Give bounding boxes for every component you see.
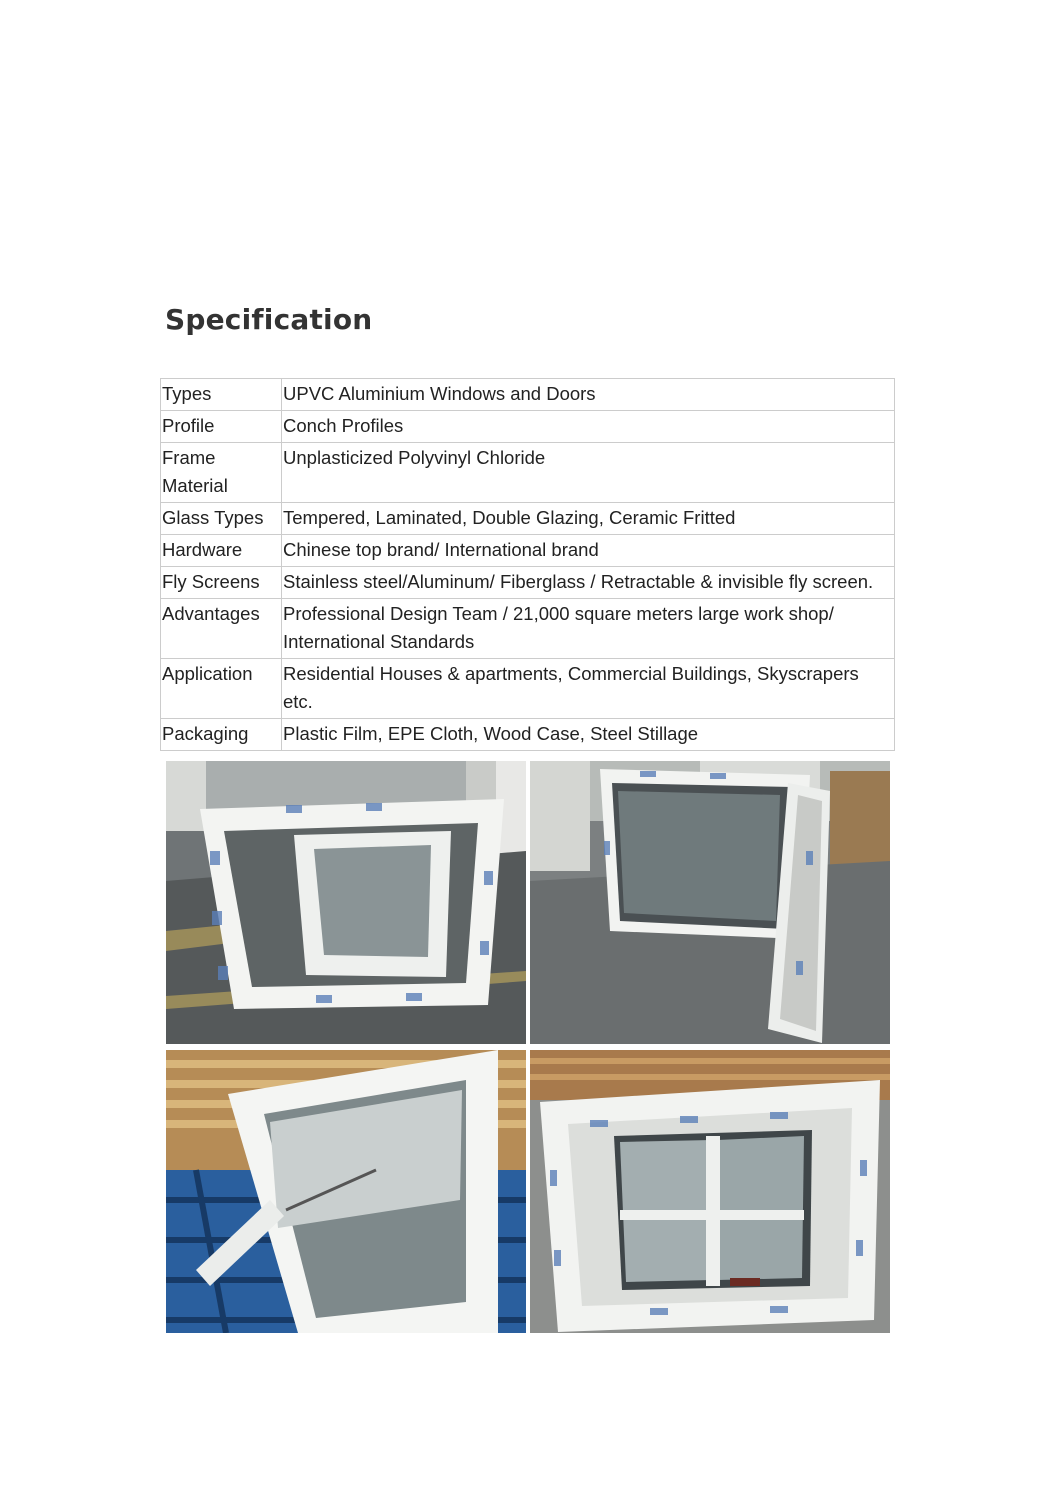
spec-key: Application [161, 659, 282, 719]
spec-value: Conch Profiles [282, 411, 895, 443]
specification-table [160, 378, 895, 751]
table-row [161, 411, 895, 443]
casement-window-photo [166, 761, 526, 1044]
table-row [161, 535, 895, 567]
table-row [161, 659, 895, 719]
spec-key: Packaging [161, 719, 282, 751]
table-row [161, 379, 895, 411]
spec-key: Profile [161, 411, 282, 443]
page-title: Specification [165, 303, 373, 336]
spec-key: Hardware [161, 535, 282, 567]
spec-value: Chinese top brand/ International brand [282, 535, 895, 567]
sliding-window-photo [530, 1050, 890, 1333]
table-row [161, 719, 895, 751]
spec-value: Plastic Film, EPE Cloth, Wood Case, Steel Stillage [282, 719, 895, 751]
spec-key: Glass Types [161, 503, 282, 535]
table-row [161, 443, 895, 503]
table-row [161, 599, 895, 659]
spec-value: Stainless steel/Aluminum/ Fiberglass / Retractable & invisible fly screen. [282, 567, 895, 599]
spec-key: Types [161, 379, 282, 411]
spec-key: Frame Material [161, 443, 282, 503]
spec-value: Professional Design Team / 21,000 square meters large work shop/ International Standards [282, 599, 895, 659]
spec-value: Unplasticized Polyvinyl Chloride [282, 443, 895, 503]
photo-grid [166, 761, 890, 1333]
awning-window-on-pallet-photo [166, 1050, 526, 1333]
spec-value: Tempered, Laminated, Double Glazing, Ceramic Fritted [282, 503, 895, 535]
spec-value: UPVC Aluminium Windows and Doors [282, 379, 895, 411]
table-row [161, 503, 895, 535]
table-row [161, 567, 895, 599]
open-casement-window-photo [530, 761, 890, 1044]
spec-key: Advantages [161, 599, 282, 659]
spec-value: Residential Houses & apartments, Commercial Buildings, Skyscrapers etc. [282, 659, 895, 719]
spec-key: Fly Screens [161, 567, 282, 599]
